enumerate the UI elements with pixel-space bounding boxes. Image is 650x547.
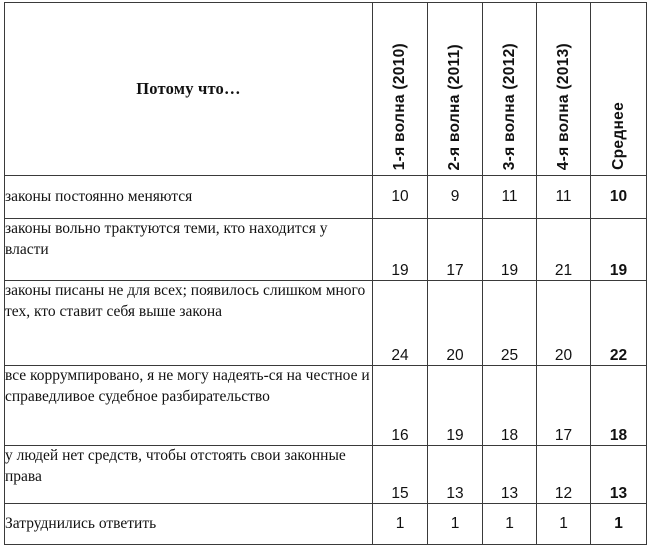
survey-table-container [4,2,646,544]
row-value-wave-2: 19 [428,366,483,446]
row-label: законы постоянно меняются [5,176,373,219]
row-label: законы вольно трактуются теми, кто находится у власти [5,219,373,281]
row-value-wave-2: 9 [428,176,483,219]
row-value-wave-2: 20 [428,281,483,366]
row-label: у людей нет средств, чтобы отстоять свои законные права [5,446,373,504]
row-value-wave-1: 19 [373,219,428,281]
column-header-wave-2-label: 2-я волна (2011) [446,43,464,170]
row-value-wave-4: 1 [537,504,591,545]
table-row [5,281,647,366]
row-value-wave-2: 1 [428,504,483,545]
row-value-wave-1: 1 [373,504,428,545]
row-label: Затруднились ответить [5,504,373,545]
column-header-wave-1 [373,3,428,176]
table-row [5,504,647,545]
table-row [5,176,647,219]
row-label: законы писаны не для всех; появилось слишком много тех, кто ставит себя выше закона [5,281,373,366]
row-value-wave-3: 1 [483,504,537,545]
column-header-wave-4-label: 4-я волна (2013) [554,42,572,170]
row-value-wave-4: 20 [537,281,591,366]
row-value-wave-3: 18 [483,366,537,446]
row-value-wave-3: 19 [483,219,537,281]
table-row [5,366,647,446]
row-value-wave-1: 16 [373,366,428,446]
table-header-row [5,3,647,176]
table-row [5,446,647,504]
row-value-wave-3: 25 [483,281,537,366]
survey-results-table [4,2,647,545]
row-value-average: 10 [591,176,647,219]
row-value-wave-1: 10 [373,176,428,219]
row-value-wave-4: 12 [537,446,591,504]
column-header-wave-3 [483,3,537,176]
column-header-wave-4 [537,3,591,176]
row-value-wave-3: 11 [483,176,537,219]
row-value-average: 18 [591,366,647,446]
row-value-wave-4: 17 [537,366,591,446]
row-value-wave-3: 13 [483,446,537,504]
row-value-average: 1 [591,504,647,545]
row-value-wave-1: 24 [373,281,428,366]
column-header-average [591,3,647,176]
row-value-average: 22 [591,281,647,366]
column-header-wave-1-label: 1-я волна (2010) [391,42,409,170]
row-value-wave-1: 15 [373,446,428,504]
row-value-wave-2: 13 [428,446,483,504]
column-header-wave-3-label: 3-я волна (2012) [500,42,518,170]
column-header-reason: Потому что… [5,3,373,176]
table-row [5,219,647,281]
row-value-wave-4: 11 [537,176,591,219]
row-value-wave-4: 21 [537,219,591,281]
row-value-wave-2: 17 [428,219,483,281]
column-header-average-label: Среднее [609,102,627,170]
row-value-average: 13 [591,446,647,504]
column-header-wave-2 [428,3,483,176]
row-value-average: 19 [591,219,647,281]
row-label: все коррумпировано, я не могу надеять-ся на честное и справедливое судебное разбирательство [5,366,373,446]
